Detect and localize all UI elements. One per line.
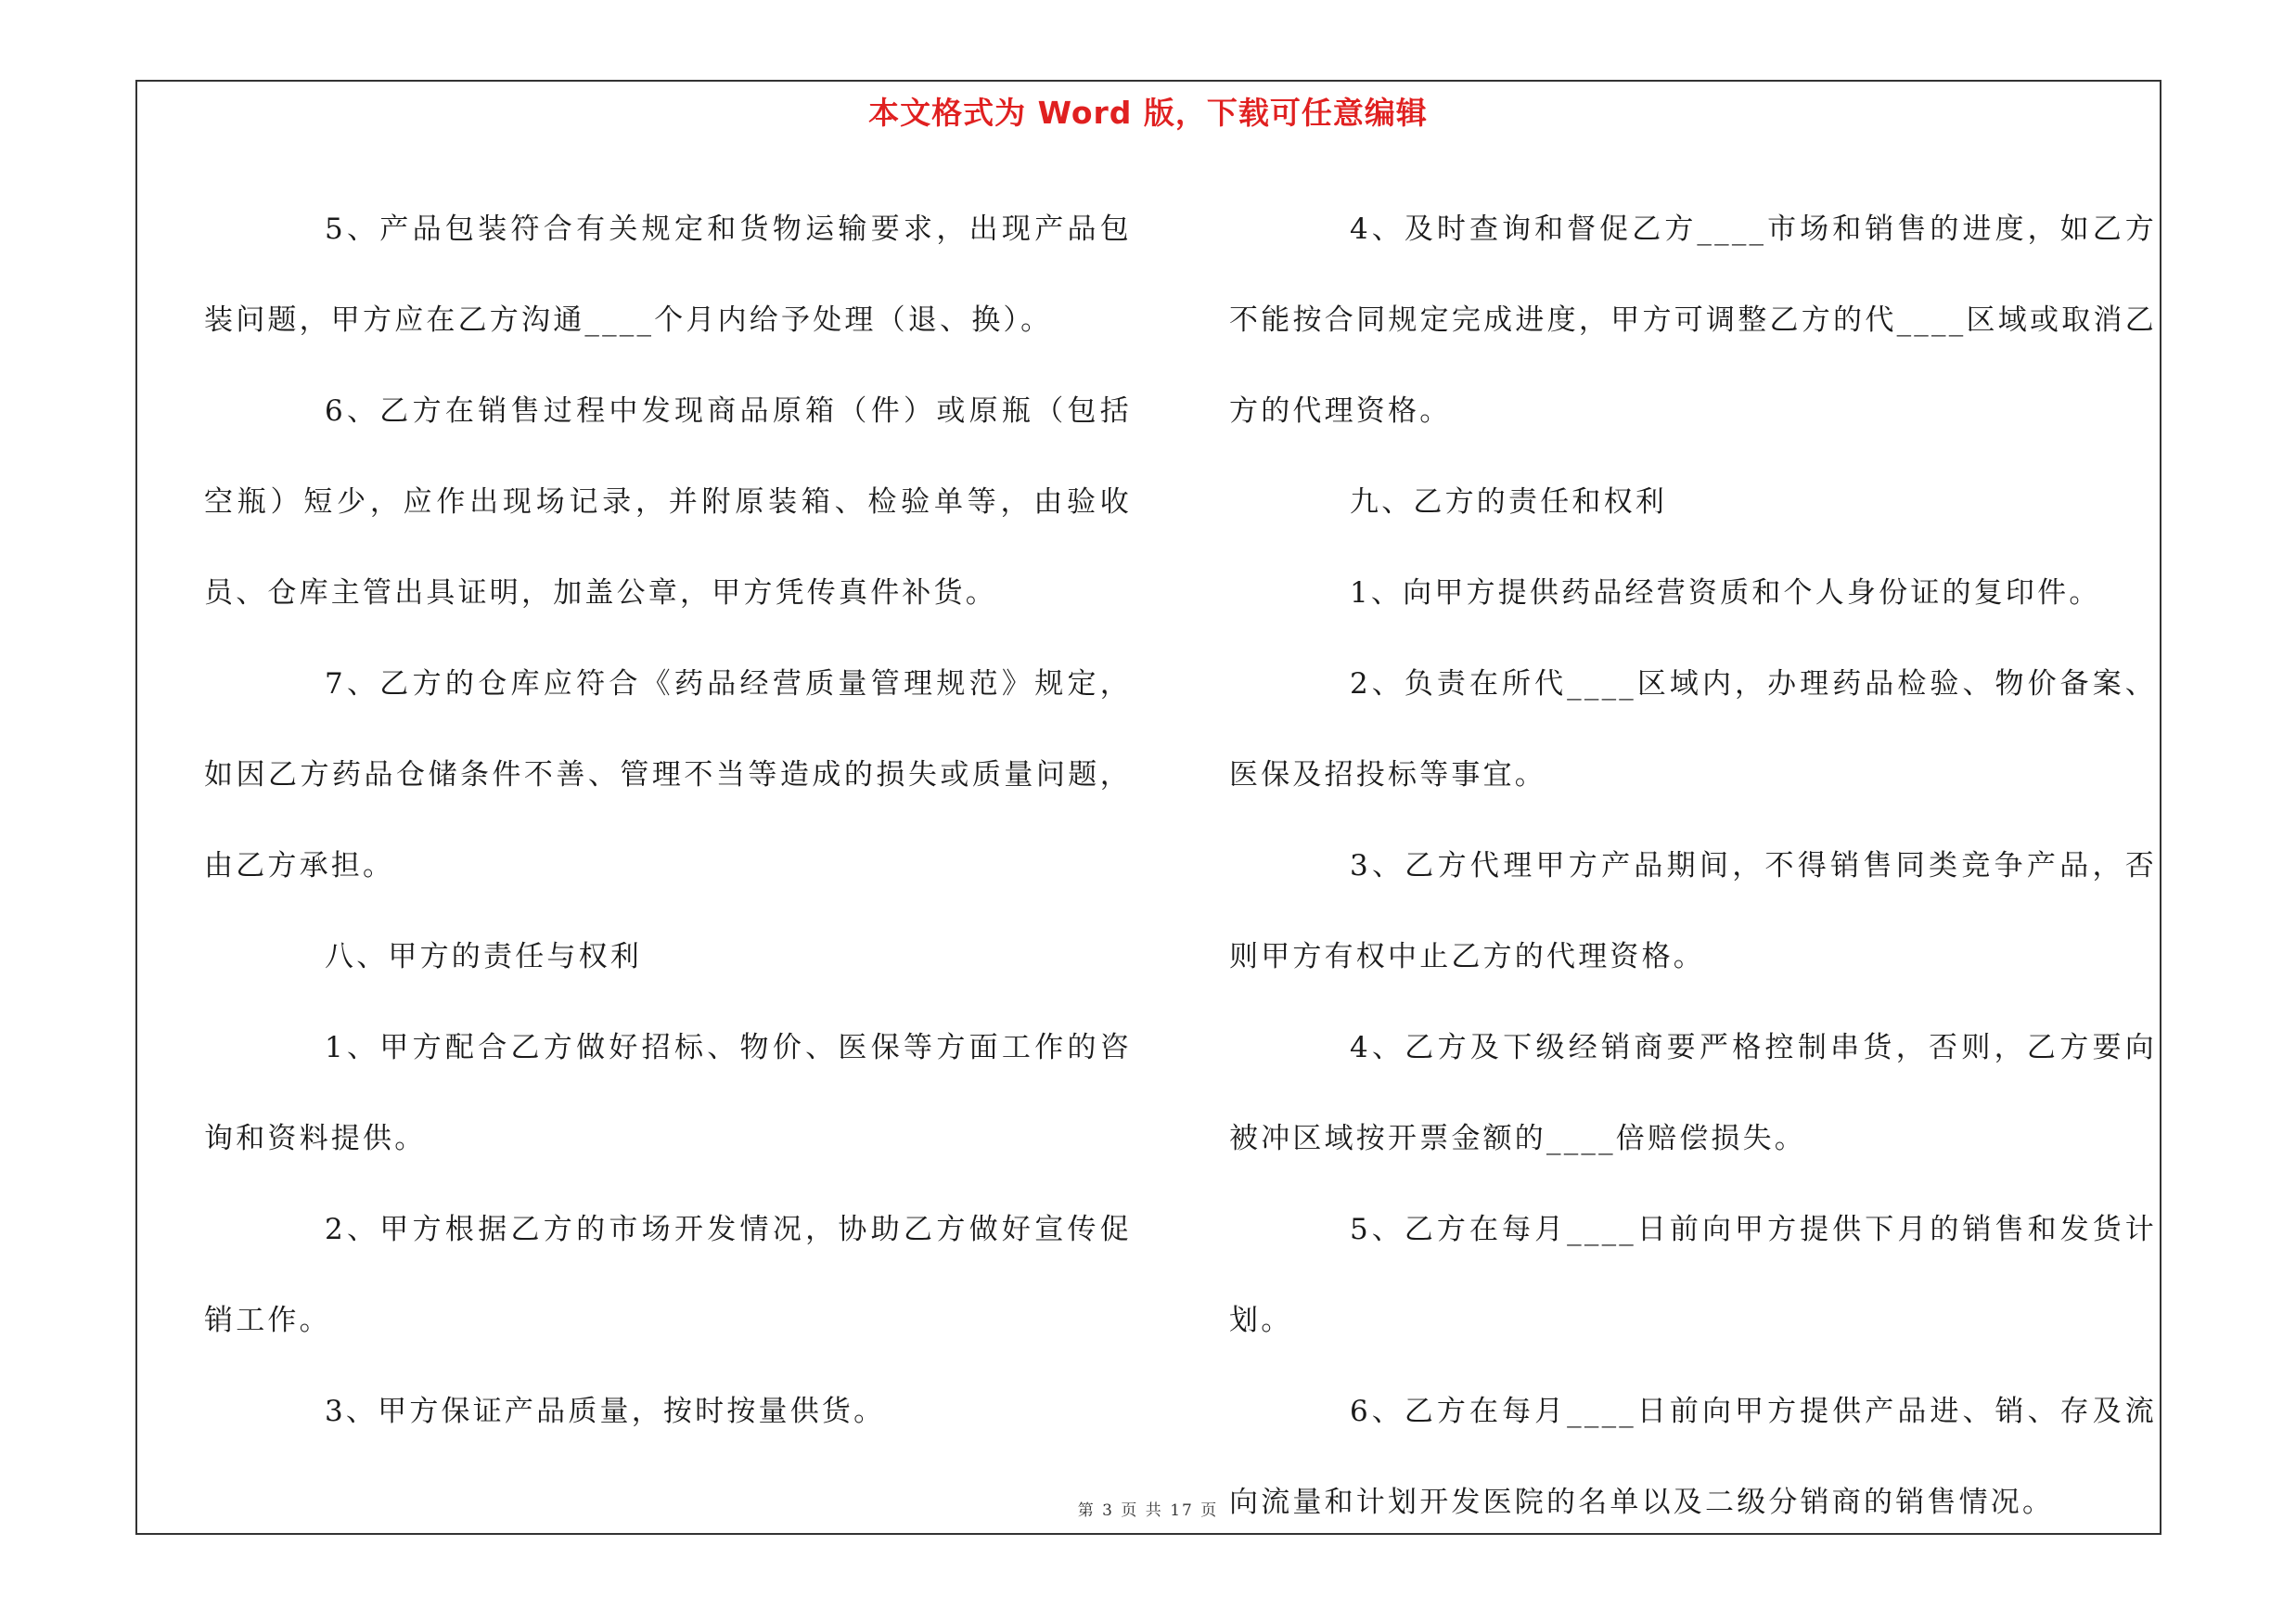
word-format-banner: 本文格式为 Word 版，下载可任意编辑 [868,95,1428,131]
clause-paragraph: 4、乙方及下级经销商要严格控制串货，否则，乙方要向被冲区域按开票金额的____倍赔偿损失。 [1229,1031,2157,1155]
clause-paragraph: 6、乙方在每月____日前向甲方提供产品进、销、存及流向流量和计划开发医院的名单以及二级分销商的销售情况。 [1229,1395,2157,1519]
clause-paragraph: 1、甲方配合乙方做好招标、物价、医保等方面工作的咨询和资料提供。 [204,1031,1132,1155]
clause-paragraph: 2、负责在所代____区域内，办理药品检验、物价备案、医保及招投标等事宜。 [1229,667,2157,792]
section-heading: 八、甲方的责任与权利 [325,940,642,973]
left-column [204,184,1132,1457]
section-heading: 九、乙方的责任和权利 [1350,485,1667,519]
clause-paragraph: 1、向甲方提供药品经营资质和个人身份证的复印件。 [1350,576,2101,610]
page-number-footer: 第 3 页 共 17 页 [1077,1501,1219,1520]
clause-paragraph: 6、乙方在销售过程中发现商品原箱（件）或原瓶（包括空瓶）短少，应作出现场记录，并附原装箱、检验单等，由验收员、仓库主管出具证明，加盖公章，甲方凭传真件补货。 [204,394,1132,610]
clause-paragraph: 3、乙方代理甲方产品期间，不得销售同类竞争产品，否则甲方有权中止乙方的代理资格。 [1229,849,2157,973]
clause-paragraph: 3、甲方保证产品质量，按时按量供货。 [325,1395,886,1428]
clause-paragraph: 2、甲方根据乙方的市场开发情况，协助乙方做好宣传促销工作。 [204,1213,1132,1337]
clause-paragraph: 5、乙方在每月____日前向甲方提供下月的销售和发货计划。 [1229,1213,2157,1337]
clause-paragraph: 7、乙方的仓库应符合《药品经营质量管理规范》规定，如因乙方药品仓储条件不善、管理不当等造成的损失或质量问题，由乙方承担。 [204,667,1132,882]
clause-paragraph: 5、产品包装符合有关规定和货物运输要求，出现产品包装问题，甲方应在乙方沟通____个月内给予处理（退、换）。 [204,213,1132,337]
clause-paragraph: 4、及时查询和督促乙方____市场和销售的进度，如乙方不能按合同规定完成进度，甲方可调整乙方的代____区域或取消乙方的代理资格。 [1229,213,2157,428]
right-column [1229,184,2157,1548]
